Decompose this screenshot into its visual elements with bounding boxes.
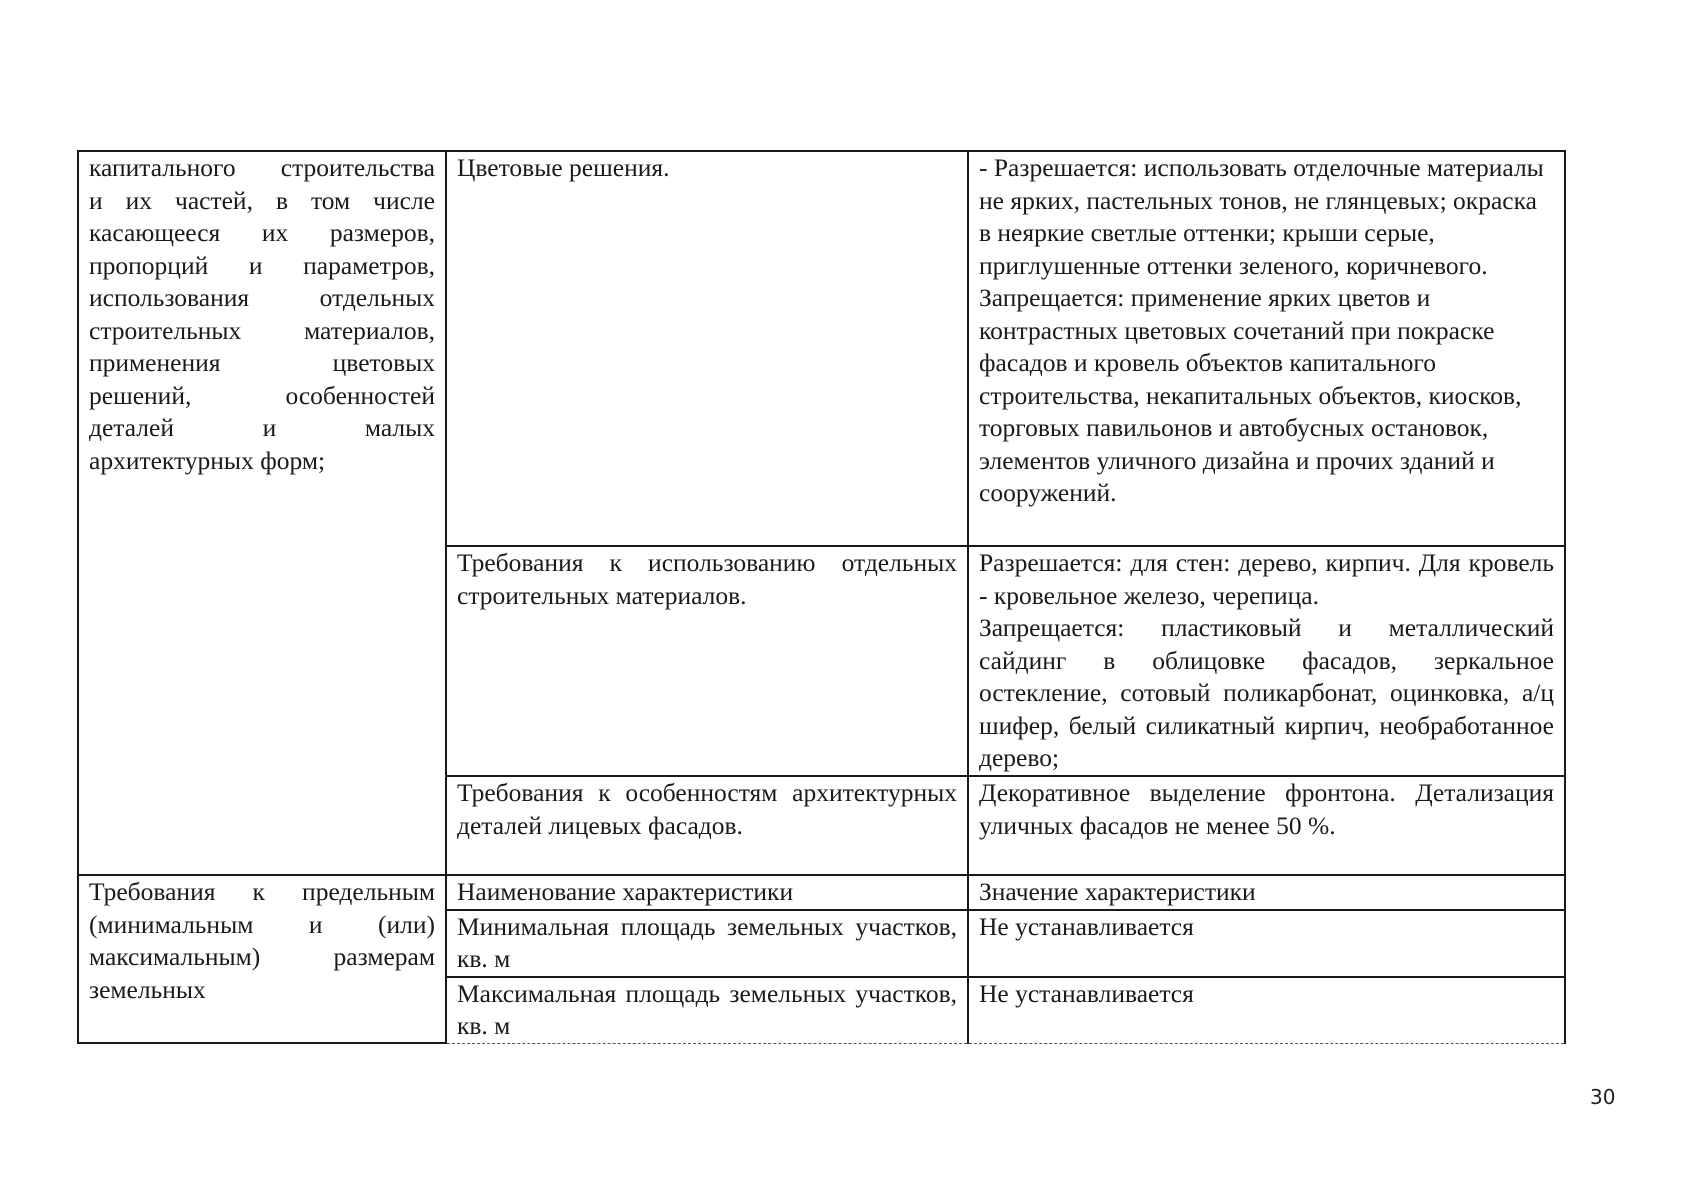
land-requirements-text: Требования к предельным (минимальным и (или) максимальным) размерам земельных bbox=[89, 877, 435, 1004]
regulations-table bbox=[77, 150, 1566, 1044]
page-number: 30 bbox=[1590, 1085, 1616, 1109]
color-allowed: - Разрешается: использовать отделочные материалы не ярких, пастельных тонов, не глянцевых; окраска в неяркие светлые оттенки; крыши серые, приглушенные оттенки зеленого, коричневого. bbox=[979, 153, 1544, 280]
table-row-color bbox=[78, 151, 1565, 546]
characteristic-value-header: Значение характеристики bbox=[968, 875, 1565, 910]
color-forbidden: Запрещается: применение ярких цветов и контрастных цветовых сочетаний при покраске фасадов и кровель объектов капитального строительства, некапитальных объектов, киосков, торговых павильонов и автобусных остановок, элементов уличного дизайна и прочих зданий и сооружений. bbox=[979, 283, 1522, 507]
left-line: деталей и малых bbox=[89, 413, 435, 442]
materials-forbidden: Запрещается: пластиковый и металлический сайдинг в облицовке фасадов, зеркальное остекление, сотовый поликарбонат, оцинковка, а/ц шифер, белый силикатный кирпич, необработанное дерево; bbox=[979, 613, 1554, 772]
materials-value-cell bbox=[968, 546, 1565, 776]
min-area-value: Не устанавливается bbox=[968, 910, 1565, 977]
details-value-cell bbox=[968, 776, 1565, 875]
left-line: пропорций и параметров, bbox=[89, 250, 435, 280]
left-line: капитального строительства bbox=[89, 153, 435, 182]
max-area-value: Не устанавливается bbox=[968, 977, 1565, 1044]
min-area-label: Минимальная площадь земельных участков, кв. м bbox=[457, 911, 957, 973]
max-area-label-cell bbox=[446, 977, 968, 1044]
materials-label: Требования к использованию отдельных строительных материалов. bbox=[457, 548, 957, 610]
left-line: касающееся их размеров, bbox=[89, 218, 435, 247]
min-area-label-cell bbox=[446, 910, 968, 977]
characteristic-name-header: Наименование характеристики bbox=[446, 875, 968, 910]
land-requirements-cell bbox=[78, 875, 446, 1043]
materials-allowed: Разрешается: для стен: дерево, кирпич. Для кровель - кровельное железо, черепица. bbox=[979, 548, 1554, 610]
max-area-label: Максимальная площадь земельных участков, кв. м bbox=[457, 978, 957, 1040]
left-line: строительных материалов, bbox=[89, 315, 435, 345]
details-label-cell bbox=[446, 776, 968, 875]
color-label-cell bbox=[446, 151, 968, 546]
color-value-cell bbox=[968, 151, 1565, 546]
color-label: Цветовые решения. bbox=[457, 153, 670, 182]
materials-label-cell bbox=[446, 546, 968, 776]
left-line: архитектурных форм; bbox=[89, 445, 326, 475]
details-label: Требования к особенностям архитектурных деталей лицевых фасадов. bbox=[457, 778, 957, 840]
left-line: использования отдельных bbox=[89, 283, 435, 312]
table-row-land-header bbox=[78, 875, 1565, 910]
left-line: и их частей, в том числе bbox=[89, 185, 435, 215]
details-value: Декоративное выделение фронтона. Детализация уличных фасадов не менее 50 %. bbox=[979, 778, 1554, 840]
facade-requirements-cell bbox=[78, 151, 446, 875]
left-line: решений, особенностей bbox=[89, 380, 435, 410]
left-line: применения цветовых bbox=[89, 348, 435, 377]
